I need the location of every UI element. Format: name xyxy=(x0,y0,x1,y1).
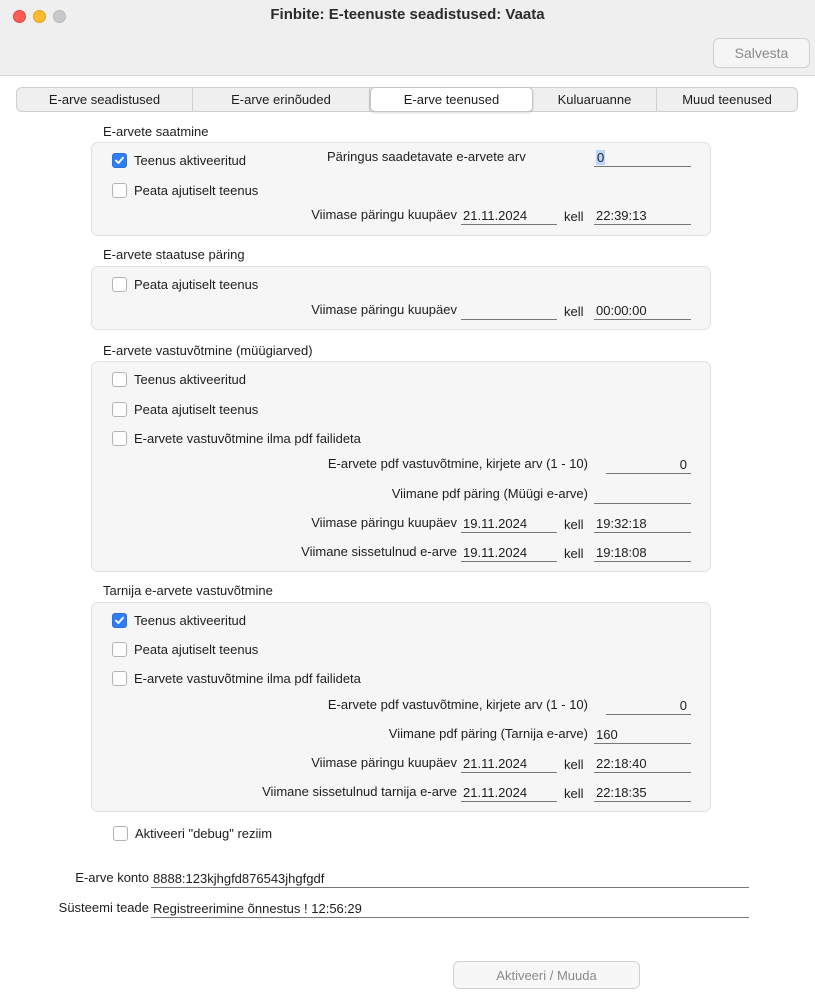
tarnija-last-query-date[interactable]: 21.11.2024 xyxy=(461,755,557,773)
tarnija-pdf-count-label: E-arvete pdf vastuvõtmine, kirjete arv (1 - 10) xyxy=(327,697,588,712)
section-title-vastuvotmine: E-arvete vastuvõtmine (müügiarved) xyxy=(103,343,313,358)
tarnija-kell-label: kell xyxy=(564,757,584,772)
nopdf-checkbox-row[interactable] xyxy=(112,668,361,688)
active-checkbox-row[interactable] xyxy=(112,150,246,170)
vastuvotmine-last-query-label: Viimase päringu kuupäev xyxy=(311,515,457,530)
saatmine-pause-label: Peata ajutiselt teenus xyxy=(134,182,259,198)
system-message-label: Süsteemi teade xyxy=(58,900,149,915)
saatmine-last-query-time[interactable]: 22:39:13 xyxy=(594,207,691,225)
vastuvotmine-pause-checkbox[interactable] xyxy=(112,402,127,417)
tarnija-pause-label: Peata ajutiselt teenus xyxy=(134,641,259,657)
tarnija-nopdf-label: E-arvete vastuvõtmine ilma pdf failideta xyxy=(134,670,361,686)
account-field[interactable]: 8888:123kjhgfd876543jhgfgdf xyxy=(151,870,749,888)
tarnija-pdf-count-field[interactable]: 0 xyxy=(606,697,691,715)
activate-modify-button[interactable]: Aktiveeri / Muuda xyxy=(453,961,640,989)
vastuvotmine-last-pdf-field[interactable] xyxy=(594,486,691,504)
saatmine-kell-label: kell xyxy=(564,209,584,224)
section-title-staatus: E-arvete staatuse päring xyxy=(103,247,245,262)
debug-label: Aktiveeri "debug" reziim xyxy=(135,825,273,841)
section-vastuvotmine xyxy=(91,361,711,572)
tarnija-pause-checkbox[interactable] xyxy=(112,642,127,657)
tab-bar xyxy=(16,87,798,112)
pause-checkbox-row[interactable] xyxy=(112,180,258,200)
section-tarnija xyxy=(91,602,711,812)
save-button[interactable]: Salvesta xyxy=(713,38,810,68)
section-title-saatmine: E-arvete saatmine xyxy=(103,124,209,139)
saatmine-active-checkbox[interactable] xyxy=(112,153,127,168)
saatmine-last-query-label: Viimase päringu kuupäev xyxy=(311,207,457,222)
vastuvotmine-last-incoming-label: Viimane sissetulnud e-arve xyxy=(301,544,457,559)
tarnija-last-incoming-label: Viimane sissetulnud tarnija e-arve xyxy=(262,784,457,799)
staatus-last-query-date[interactable] xyxy=(461,302,557,320)
active-checkbox-row[interactable] xyxy=(112,369,246,389)
vastuvotmine-last-query-date[interactable]: 19.11.2024 xyxy=(461,515,557,533)
tarnija-last-pdf-label: Viimane pdf päring (Tarnija e-arve) xyxy=(388,726,588,741)
pause-checkbox-row[interactable] xyxy=(112,274,258,294)
window-title: Finbite: E-teenuste seadistused: Vaata xyxy=(270,6,545,23)
debug-checkbox-row[interactable] xyxy=(113,823,272,843)
tarnija-last-incoming-date[interactable]: 21.11.2024 xyxy=(461,784,557,802)
staatus-pause-checkbox[interactable] xyxy=(112,277,127,292)
vastuvotmine-last-pdf-label: Viimane pdf päring (Müügi e-arve) xyxy=(391,486,588,501)
vastuvotmine-kell-label: kell xyxy=(564,517,584,532)
staatus-last-query-label: Viimase päringu kuupäev xyxy=(311,302,457,317)
system-message-field[interactable]: Registreerimine õnnestus ! 12:56:29 xyxy=(151,900,749,918)
vastuvotmine-pdf-count-label: E-arvete pdf vastuvõtmine, kirjete arv (1 - 10) xyxy=(327,456,588,471)
vastuvotmine-nopdf-label: E-arvete vastuvõtmine ilma pdf failideta xyxy=(134,430,361,446)
tab-e-arve-erinouded[interactable]: E-arve erinõuded xyxy=(193,88,370,111)
tab-kuluaruanne[interactable]: Kuluaruanne xyxy=(533,88,657,111)
active-checkbox-row[interactable] xyxy=(112,610,246,630)
vastuvotmine-kell-label-2: kell xyxy=(564,546,584,561)
tarnija-last-query-label: Viimase päringu kuupäev xyxy=(311,755,457,770)
staatus-last-query-time[interactable]: 00:00:00 xyxy=(594,302,691,320)
pause-checkbox-row[interactable] xyxy=(112,639,258,659)
saatmine-count-field[interactable]: 0 xyxy=(594,149,691,167)
tarnija-last-pdf-field[interactable]: 160 xyxy=(594,726,691,744)
section-title-tarnija: Tarnija e-arvete vastuvõtmine xyxy=(103,583,273,598)
tab-e-arve-seadistused[interactable]: E-arve seadistused xyxy=(17,88,193,111)
tab-muud-teenused[interactable]: Muud teenused xyxy=(682,92,772,107)
title-bar xyxy=(0,0,815,76)
vastuvotmine-last-query-time[interactable]: 19:32:18 xyxy=(594,515,691,533)
vastuvotmine-last-incoming-date[interactable]: 19.11.2024 xyxy=(461,544,557,562)
vastuvotmine-nopdf-checkbox[interactable] xyxy=(112,431,127,446)
tarnija-active-label: Teenus aktiveeritud xyxy=(134,612,247,628)
vastuvotmine-pause-label: Peata ajutiselt teenus xyxy=(134,401,259,417)
vastuvotmine-pdf-count-field[interactable]: 0 xyxy=(606,456,691,474)
tarnija-last-query-time[interactable]: 22:18:40 xyxy=(594,755,691,773)
tarnija-last-incoming-time[interactable]: 22:18:35 xyxy=(594,784,691,802)
vastuvotmine-last-incoming-time[interactable]: 19:18:08 xyxy=(594,544,691,562)
section-staatus xyxy=(91,266,711,330)
staatus-kell-label: kell xyxy=(564,304,584,319)
nopdf-checkbox-row[interactable] xyxy=(112,428,361,448)
saatmine-count-label: Päringus saadetavate e-arvete arv xyxy=(327,149,526,164)
vastuvotmine-active-label: Teenus aktiveeritud xyxy=(134,371,247,387)
staatus-pause-label: Peata ajutiselt teenus xyxy=(134,276,259,292)
tarnija-kell-label-2: kell xyxy=(564,786,584,801)
saatmine-pause-checkbox[interactable] xyxy=(112,183,127,198)
tarnija-active-checkbox[interactable] xyxy=(112,613,127,628)
account-label: E-arve konto xyxy=(75,870,149,885)
pause-checkbox-row[interactable] xyxy=(112,399,258,419)
vastuvotmine-active-checkbox[interactable] xyxy=(112,372,127,387)
section-saatmine xyxy=(91,142,711,236)
tab-e-arve-teenused[interactable]: E-arve teenused xyxy=(370,87,533,112)
tarnija-nopdf-checkbox[interactable] xyxy=(112,671,127,686)
debug-checkbox[interactable] xyxy=(113,826,128,841)
saatmine-last-query-date[interactable]: 21.11.2024 xyxy=(461,207,557,225)
saatmine-active-label: Teenus aktiveeritud xyxy=(134,152,247,168)
